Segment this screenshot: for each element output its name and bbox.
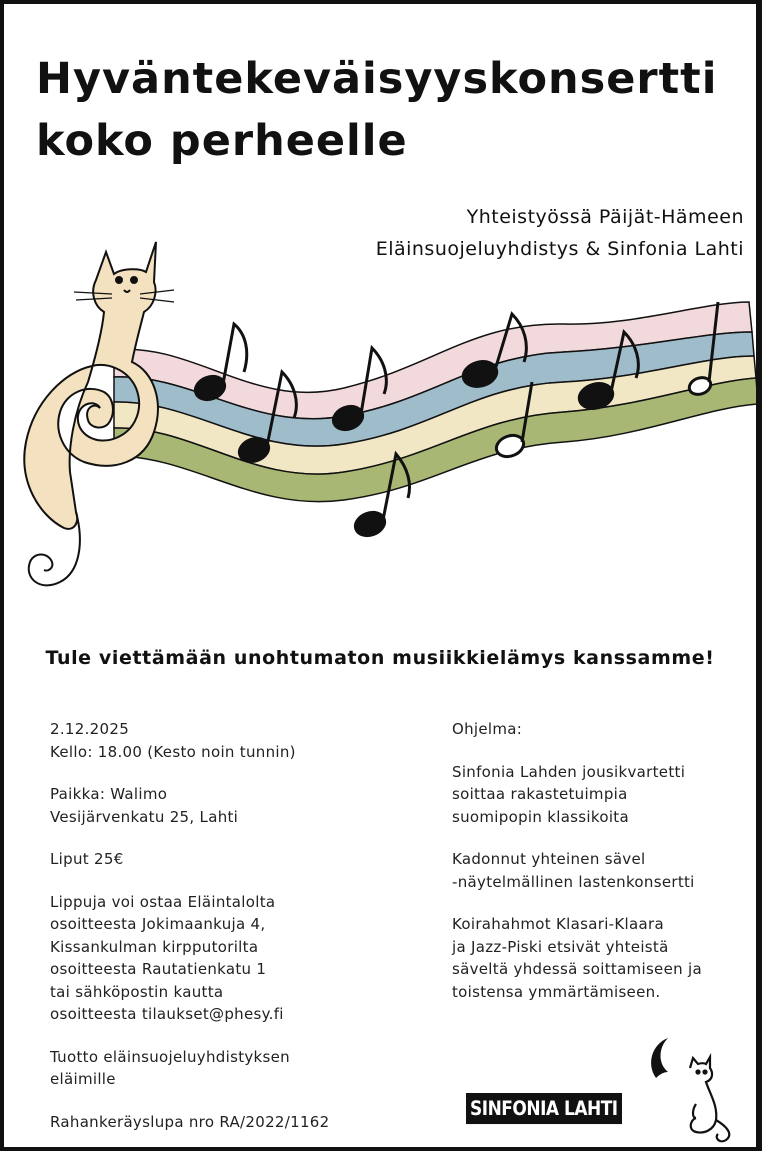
venue-address: Vesijärvenkatu 25, Lahti: [50, 807, 239, 826]
program-item-3: toistensa ymmärtämiseen.: [452, 982, 661, 1001]
subtitle-line-1: Yhteistyössä Päijät-Hämeen: [466, 206, 744, 228]
venue-name: Paikka: Walimo: [50, 785, 168, 803]
title-line-1: Hyväntekeväisyyskonsertti: [36, 54, 718, 104]
event-date: 2.12.2025: [50, 720, 130, 738]
program-item-1: Sinfonia Lahden jousikvartetti: [452, 762, 686, 781]
program-item-2: -näytelmällinen lastenkonsertti: [452, 872, 695, 891]
sinfonia-lahti-logo: SINFONIA LAHTI: [466, 1093, 622, 1124]
cat-treble-clef-icon: [24, 242, 174, 585]
program-item-1: soittaa rakastetuimpia: [452, 785, 628, 803]
music-staff-illustration: [4, 232, 756, 612]
wave-stripes: [114, 302, 756, 502]
concert-poster: [4, 4, 756, 1147]
subtitle-line-2: Eläinsuojeluyhdistys & Sinfonia Lahti: [375, 238, 744, 260]
program-item-3: Koirahahmot Klasari-Klaara: [452, 915, 664, 933]
program-item-3: ja Jazz-Piski etsivät yhteistä: [452, 937, 669, 956]
title-line-2: koko perheelle: [36, 116, 408, 166]
event-details: [50, 718, 430, 1133]
fundraising-permit: Rahankeräyslupa nro RA/2022/1162: [50, 1112, 330, 1131]
program-heading: Ohjelma:: [452, 720, 523, 738]
moon-icon: [651, 1038, 668, 1078]
event-time: Kello: 18.00 (Kesto noin tunnin): [50, 742, 296, 761]
program-item-2: Kadonnut yhteinen sävel: [452, 850, 646, 868]
cat-silhouette-icon: [690, 1057, 729, 1141]
program-item-3: säveltä yhdessä soittamiseen ja: [452, 960, 702, 978]
sales-line: osoitteesta Rautatienkatu 1: [50, 960, 267, 978]
proceeds-line: eläimille: [50, 1070, 116, 1088]
poster-title: [36, 48, 717, 172]
poster-tagline: Tule viettämään unohtumaton musiikkielämys kanssamme!: [45, 647, 715, 669]
program-item-1: suomipopin klassikoita: [452, 807, 629, 826]
sales-line: osoitteesta Jokimaankuja 4,: [50, 915, 266, 933]
sales-line: Lippuja voi ostaa Eläintalolta: [50, 892, 276, 911]
proceeds-line: Tuotto eläinsuojeluyhdistyksen: [50, 1047, 290, 1066]
moon-and-cat-icon: [638, 1034, 748, 1144]
program-section: [452, 718, 752, 1003]
sales-line-email: osoitteesta tilaukset@phesy.fi: [50, 1005, 284, 1023]
sales-line: tai sähköpostin kautta: [50, 982, 224, 1001]
ticket-price: Liput 25€: [50, 850, 124, 868]
sales-line: Kissankulman kirpputorilta: [50, 937, 259, 956]
